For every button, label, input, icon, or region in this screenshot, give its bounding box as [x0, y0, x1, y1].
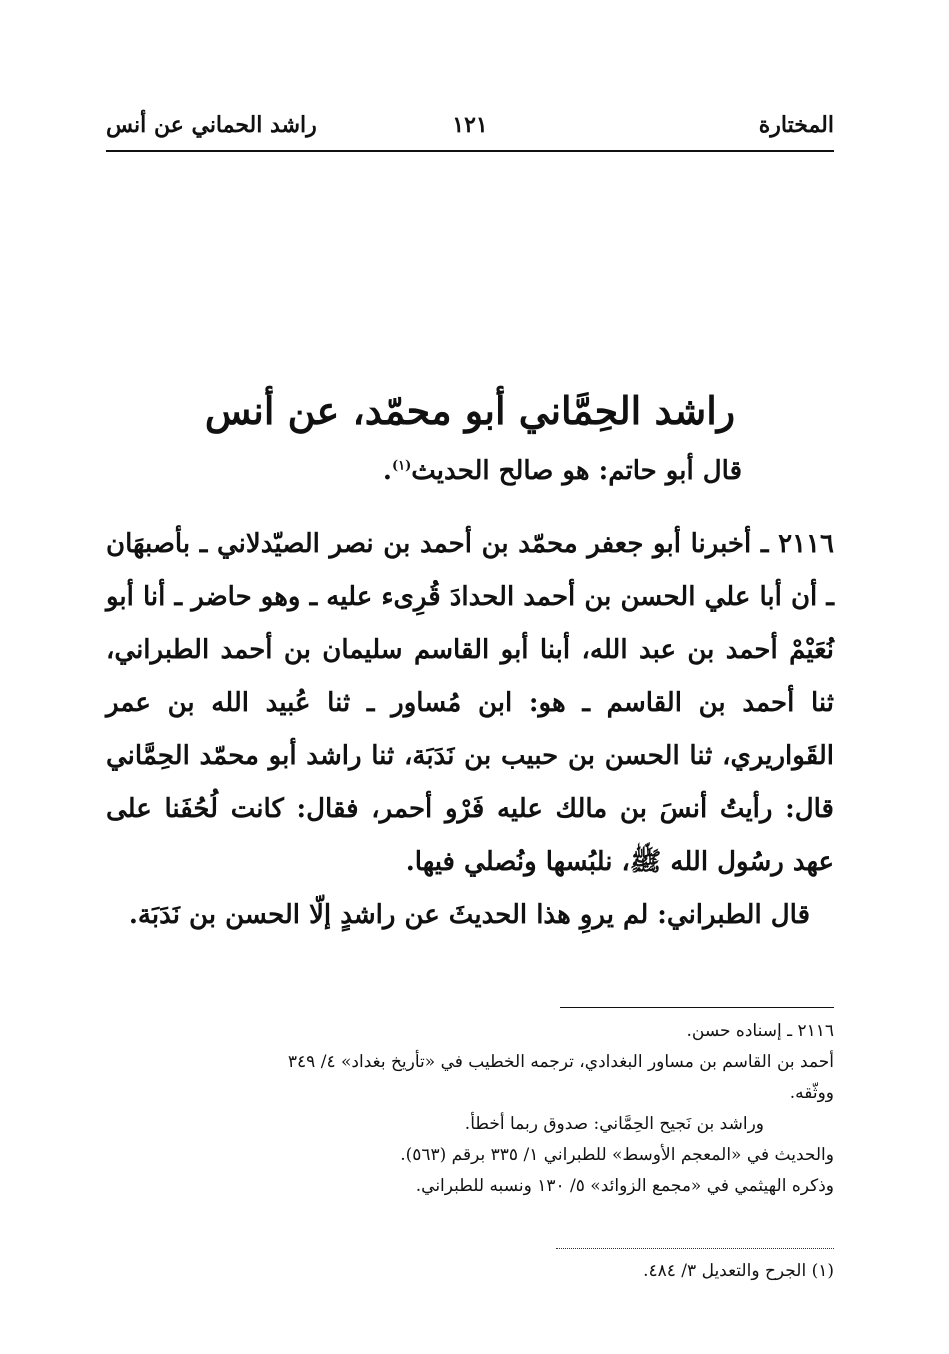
tabarani-comment: قال الطبراني: لم يروِ هذا الحديثَ عن راشدٍ إلّا الحسن بن نَدَبَة.: [128, 900, 810, 930]
note-line: وذكره الهيثمي في «مجمع الزوائد» ٥/ ١٣٠ ونسبه للطبراني.: [415, 1176, 834, 1196]
page-number: ١٢١: [452, 112, 488, 138]
note-line: والحديث في «المعجم الأوسط» للطبراني ١/ ٣٣٥ برقم (٥٦٣).: [400, 1145, 834, 1165]
subtitle-end: .: [382, 456, 392, 486]
hadith-number: ٢١١٦: [778, 529, 834, 559]
hadith-paragraph: [106, 518, 834, 889]
note-line: ووثّقه.: [789, 1083, 834, 1103]
header-rule: [106, 150, 834, 152]
takhrij-notes: [106, 1016, 834, 1202]
note-line: وراشد بن نَجيح الحِمَّاني: صدوق ربما أخطأ.: [464, 1114, 764, 1134]
header-chapter-title: راشد الحماني عن أنس: [106, 112, 317, 138]
notes-rule: [560, 1007, 834, 1008]
footnote: (١) الجرح والتعديل ٣/ ٤٨٤.: [643, 1261, 834, 1281]
note-line: أحمد بن القاسم بن مساور البغدادي، ترجمه الخطيب في «تأريخ بغداد» ٤/ ٣٤٩: [287, 1052, 834, 1072]
hadith-text: ـ أخبرنا أبو جعفر محمّد بن أحمد بن نصر الصيّدلاني ـ بأصبهَان ـ أن أبا علي الحسن بن أحمد الحدادَ قُرِىء عليه ـ وهو حاضر ـ أنا أبو نُعَيْمْ أحمد بن عبد الله، أبنا أبو القاسم سليمان بن أحمد الطبراني، ثنا أحمد بن القاسم ـ هو: ابن مُساور ـ ثنا عُبيد الله بن عمر القَواريري، ثنا الحسن بن حبيب بن نَدَبَة، ثنا راشد أبو محمّد الحِمَّاني قال: رأيتُ أنسَ بن مالك عليه فَرْو أحمر، فقال: كانت لُحُفَنا على عهد رسُول الله ﷺ، نلبُسها ونُصلي فيها.: [106, 529, 834, 877]
hadith-body: [106, 518, 834, 942]
footnote-rule: [556, 1248, 834, 1249]
chapter-subtitle: [106, 456, 742, 486]
subtitle-text: قال أبو حاتم: هو صالح الحديث: [411, 456, 742, 486]
footnote-ref: (١): [391, 458, 412, 474]
note-line: ٢١١٦ ـ إسناده حسن.: [686, 1021, 834, 1041]
chapter-title: راشد الحِمَّاني أبو محمّد، عن أنس: [204, 388, 736, 433]
header-book-title: المختارة: [758, 112, 834, 138]
running-header: [106, 112, 834, 148]
